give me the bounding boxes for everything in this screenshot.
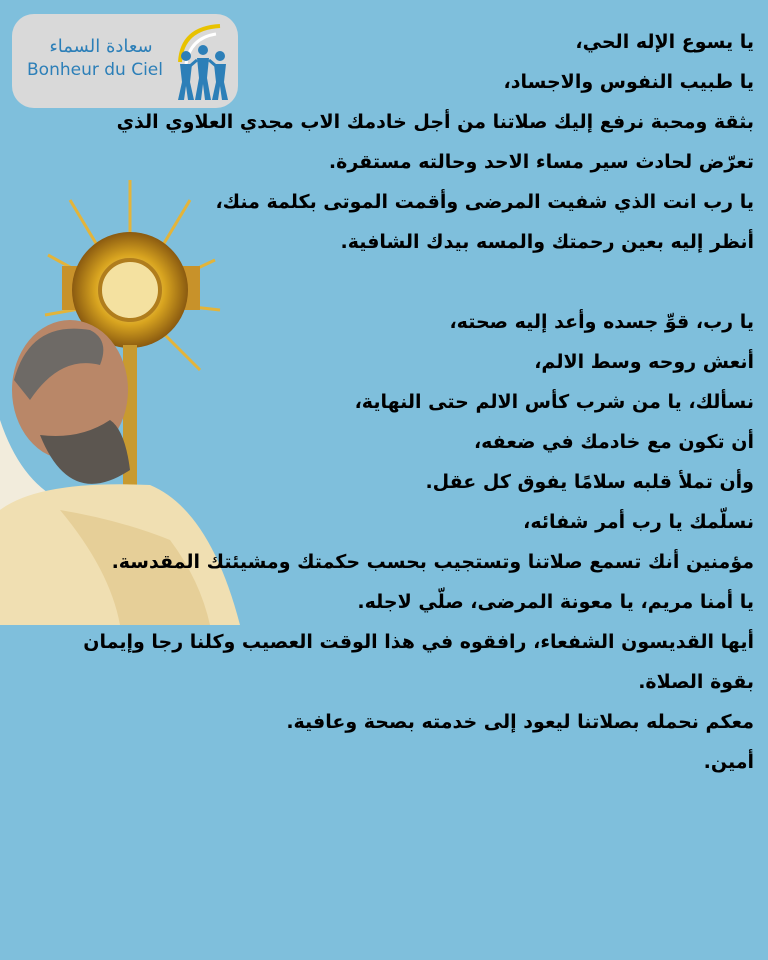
prayer-line: يا رب انت الذي شفيت المرضى وأقمت الموتى بكلمة منك، bbox=[215, 191, 754, 213]
prayer-line: أمين. bbox=[703, 751, 754, 773]
prayer-line: يا رب، قوِّ جسده وأعد إليه صحته، bbox=[449, 311, 754, 333]
prayer-line: معكم نحمله بصلاتنا ليعود إلى خدمته بصحة وعافية. bbox=[286, 711, 754, 733]
prayer-line: تعرّض لحادث سير مساء الاحد وحالته مستقرة. bbox=[328, 151, 754, 173]
prayer-line: أنظر إليه بعين رحمتك والمسه بيدك الشافية. bbox=[340, 231, 754, 253]
prayer-line: أيها القديسون الشفعاء، رافقوه في هذا الوقت العصيب وكلنا رجا وإيمان bbox=[83, 631, 754, 653]
prayer-line: أن تكون مع خادمك في ضعفه، bbox=[473, 431, 754, 453]
prayer-text bbox=[14, 22, 754, 782]
stanza-spacer bbox=[14, 262, 754, 302]
prayer-line: يا أمنا مريم، يا معونة المرضى، صلّي لاجله. bbox=[357, 591, 754, 613]
prayer-line: يا يسوع الإله الحي، bbox=[575, 31, 754, 53]
prayer-line: نسلّمك يا رب أمر شفائه، bbox=[523, 511, 754, 533]
logo-french-text: Bonheur du Ciel bbox=[27, 60, 163, 80]
prayer-line: نسألك، يا من شرب كأس الالم حتى النهاية، bbox=[354, 391, 754, 413]
prayer-line: بثقة ومحبة نرفع إليك صلاتنا من أجل خادمك الاب مجدي العلاوي الذي bbox=[116, 111, 754, 133]
prayer-line: بقوة الصلاة. bbox=[638, 671, 754, 693]
prayer-line: وأن تملأ قلبه سلامًا يفوق كل عقل. bbox=[425, 471, 754, 493]
prayer-line: مؤمنين أنك تسمع صلاتنا وتستجيب بحسب حكمتك ومشيئتك المقدسة. bbox=[111, 551, 754, 573]
prayer-line: أنعش روحه وسط الالم، bbox=[534, 351, 754, 373]
logo-arabic-text: سعادة السماء bbox=[49, 36, 153, 57]
prayer-line: يا طبيب النفوس والاجساد، bbox=[503, 71, 754, 93]
